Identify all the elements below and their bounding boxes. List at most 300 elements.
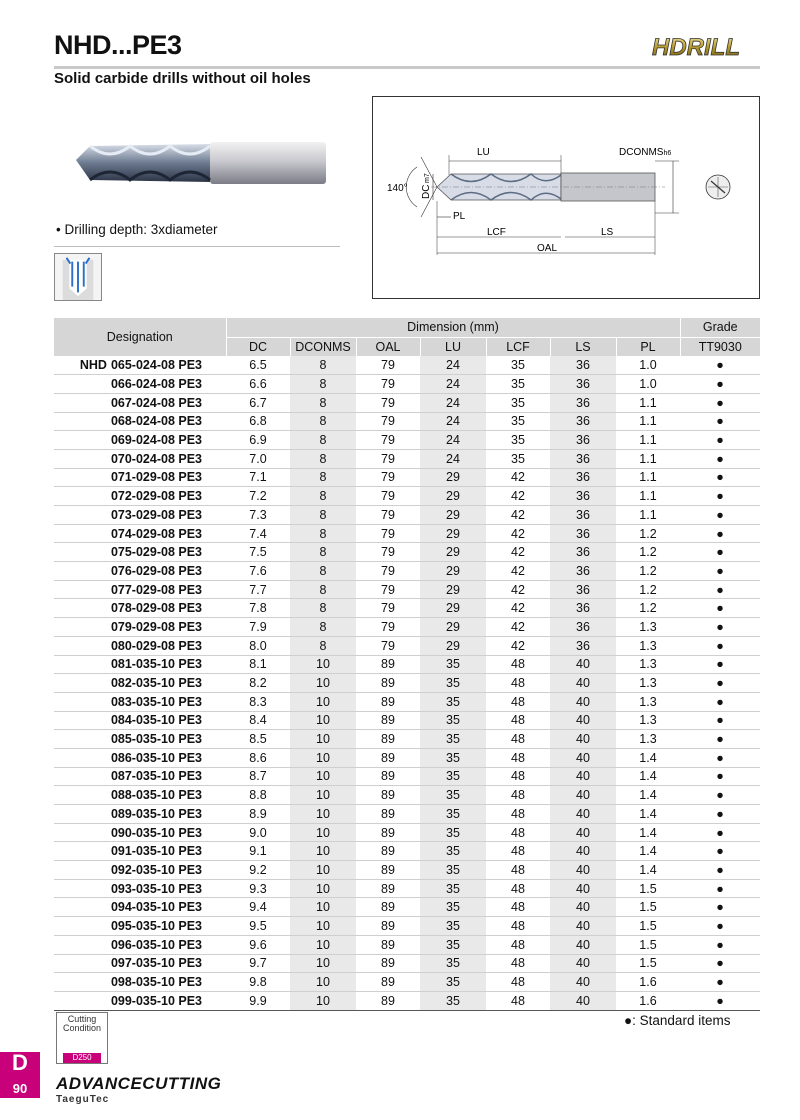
cell-grade: ● (680, 580, 760, 599)
cell-grade: ● (680, 562, 760, 581)
cell-lcf: 48 (486, 842, 550, 861)
designation-code: 099-035-10 PE3 (110, 993, 202, 1008)
cell-dc: 7.5 (226, 543, 290, 562)
cell-lu: 29 (420, 562, 486, 581)
cell-oal: 79 (356, 431, 420, 450)
designation-code: 090-035-10 PE3 (110, 825, 202, 840)
cell-pl: 1.0 (616, 356, 680, 375)
cell-dconms: 10 (290, 917, 356, 936)
cell-lu: 35 (420, 861, 486, 880)
cell-dconms: 10 (290, 711, 356, 730)
cell-lcf: 42 (486, 580, 550, 599)
cell-grade: ● (680, 711, 760, 730)
cell-lcf: 48 (486, 991, 550, 1010)
designation-code: 070-024-08 PE3 (110, 451, 202, 466)
table-row (54, 823, 760, 842)
cell-dc: 9.8 (226, 973, 290, 992)
pl-label: PL (453, 211, 466, 222)
cell-lu: 24 (420, 431, 486, 450)
cell-pl: 1.3 (616, 711, 680, 730)
cell-grade: ● (680, 524, 760, 543)
designation-code: 080-029-08 PE3 (110, 638, 202, 653)
cell-dconms: 8 (290, 375, 356, 394)
cutting-condition-code: D250 (63, 1053, 101, 1063)
cell-lcf: 42 (486, 543, 550, 562)
specification-rows (54, 356, 760, 1010)
cell-oal: 79 (356, 412, 420, 431)
cell-lu: 35 (420, 954, 486, 973)
cell-lu: 35 (420, 991, 486, 1010)
cell-dconms: 10 (290, 861, 356, 880)
designation-cell (54, 898, 226, 917)
cell-lu: 24 (420, 356, 486, 375)
cell-dconms: 10 (290, 786, 356, 805)
cell-lu: 35 (420, 898, 486, 917)
designation-cell (54, 935, 226, 954)
cell-pl: 1.6 (616, 991, 680, 1010)
cell-grade: ● (680, 879, 760, 898)
cell-oal: 89 (356, 748, 420, 767)
cell-lcf: 48 (486, 898, 550, 917)
cell-pl: 1.2 (616, 543, 680, 562)
cell-lu: 35 (420, 805, 486, 824)
table-row (54, 636, 760, 655)
cell-dconms: 10 (290, 879, 356, 898)
designation-code: 067-024-08 PE3 (110, 395, 202, 410)
designation-cell (54, 599, 226, 618)
cell-oal: 79 (356, 375, 420, 394)
designation-code: 075-029-08 PE3 (110, 545, 202, 560)
cell-grade: ● (680, 692, 760, 711)
cell-lcf: 48 (486, 935, 550, 954)
dimension-header: Dimension (mm) (226, 318, 680, 337)
table-row (54, 580, 760, 599)
cell-oal: 89 (356, 973, 420, 992)
cell-dconms: 8 (290, 468, 356, 487)
cell-lcf: 48 (486, 805, 550, 824)
cell-pl: 1.4 (616, 805, 680, 824)
cell-dconms: 8 (290, 636, 356, 655)
cell-grade: ● (680, 730, 760, 749)
cell-dc: 9.2 (226, 861, 290, 880)
cell-pl: 1.5 (616, 917, 680, 936)
cell-lu: 35 (420, 786, 486, 805)
table-row (54, 748, 760, 767)
cell-lu: 35 (420, 879, 486, 898)
cell-dconms: 10 (290, 954, 356, 973)
designation-cell (54, 580, 226, 599)
table-row (54, 954, 760, 973)
designation-cell (54, 487, 226, 506)
cell-oal: 79 (356, 393, 420, 412)
cell-pl: 1.3 (616, 730, 680, 749)
grade-header: Grade (680, 318, 760, 337)
standard-items-legend: ●: Standard items (624, 1013, 731, 1028)
cell-pl: 1.2 (616, 562, 680, 581)
cell-oal: 89 (356, 730, 420, 749)
cell-dc: 8.7 (226, 767, 290, 786)
col-oal: OAL (356, 337, 420, 356)
cell-grade: ● (680, 767, 760, 786)
cell-ls: 40 (550, 879, 616, 898)
cell-lcf: 42 (486, 599, 550, 618)
cell-dc: 9.3 (226, 879, 290, 898)
cell-oal: 79 (356, 580, 420, 599)
dc-label: DC (421, 184, 432, 199)
cell-pl: 1.6 (616, 973, 680, 992)
cell-oal: 89 (356, 954, 420, 973)
cell-dc: 7.0 (226, 449, 290, 468)
designation-code: 091-035-10 PE3 (110, 844, 202, 859)
cell-ls: 36 (550, 431, 616, 450)
cell-lu: 29 (420, 618, 486, 637)
designation-cell (54, 618, 226, 637)
col-grade-tt9030: TT9030 (680, 337, 760, 356)
specification-table (54, 318, 760, 1011)
cell-oal: 89 (356, 879, 420, 898)
table-row (54, 431, 760, 450)
cell-oal: 79 (356, 468, 420, 487)
cell-dconms: 10 (290, 842, 356, 861)
cell-grade: ● (680, 375, 760, 394)
cell-lcf: 42 (486, 524, 550, 543)
cell-lu: 29 (420, 543, 486, 562)
cell-lcf: 48 (486, 730, 550, 749)
cell-grade: ● (680, 543, 760, 562)
cell-pl: 1.5 (616, 898, 680, 917)
section-letter: D (12, 1050, 28, 1075)
designation-header: Designation (54, 318, 226, 356)
designation-code: 081-035-10 PE3 (110, 657, 202, 672)
designation-cell (54, 823, 226, 842)
designation-cell (54, 449, 226, 468)
cell-grade: ● (680, 786, 760, 805)
designation-code: 078-029-08 PE3 (110, 601, 202, 616)
angle-label: 140° (387, 183, 408, 194)
cell-grade: ● (680, 674, 760, 693)
cell-lu: 29 (420, 468, 486, 487)
cell-dconms: 8 (290, 599, 356, 618)
cell-oal: 89 (356, 711, 420, 730)
designation-code: 082-035-10 PE3 (110, 676, 202, 691)
designation-code: 092-035-10 PE3 (110, 862, 202, 877)
cell-pl: 1.2 (616, 524, 680, 543)
cell-ls: 40 (550, 730, 616, 749)
cell-lcf: 48 (486, 674, 550, 693)
table-row (54, 412, 760, 431)
cell-lu: 35 (420, 823, 486, 842)
col-dc: DC (226, 337, 290, 356)
cell-dconms: 8 (290, 543, 356, 562)
cell-grade: ● (680, 823, 760, 842)
cell-pl: 1.3 (616, 636, 680, 655)
cell-oal: 89 (356, 823, 420, 842)
cell-lu: 35 (420, 730, 486, 749)
designation-code: 069-024-08 PE3 (110, 433, 202, 448)
cell-dc: 7.3 (226, 506, 290, 525)
cell-ls: 40 (550, 655, 616, 674)
designation-code: 093-035-10 PE3 (110, 881, 202, 896)
cutting-condition-badge[interactable] (56, 1012, 108, 1064)
table-row (54, 562, 760, 581)
cell-lu: 35 (420, 842, 486, 861)
cell-lu: 35 (420, 748, 486, 767)
cell-ls: 40 (550, 991, 616, 1010)
cell-grade: ● (680, 636, 760, 655)
cell-pl: 1.0 (616, 375, 680, 394)
designation-cell (54, 412, 226, 431)
designation-cell (54, 954, 226, 973)
cell-dc: 6.9 (226, 431, 290, 450)
cell-lcf: 42 (486, 562, 550, 581)
cell-lu: 29 (420, 524, 486, 543)
cell-grade: ● (680, 748, 760, 767)
col-ls: LS (550, 337, 616, 356)
cell-oal: 89 (356, 805, 420, 824)
cell-pl: 1.4 (616, 786, 680, 805)
table-row (54, 375, 760, 394)
cell-dc: 8.1 (226, 655, 290, 674)
cell-oal: 89 (356, 935, 420, 954)
cell-grade: ● (680, 655, 760, 674)
page-number: 90 (12, 1081, 28, 1096)
cell-lcf: 42 (486, 487, 550, 506)
cell-lu: 29 (420, 487, 486, 506)
cell-dc: 6.6 (226, 375, 290, 394)
cell-dc: 8.2 (226, 674, 290, 693)
cell-lcf: 48 (486, 954, 550, 973)
cell-pl: 1.3 (616, 692, 680, 711)
cell-dc: 8.9 (226, 805, 290, 824)
designation-code: 087-035-10 PE3 (110, 769, 202, 784)
cell-grade: ● (680, 991, 760, 1010)
cell-ls: 40 (550, 805, 616, 824)
dconms-label: DCONMSh6 (619, 147, 672, 158)
designation-code: 097-035-10 PE3 (110, 956, 202, 971)
cell-lu: 35 (420, 973, 486, 992)
designation-code: 079-029-08 PE3 (110, 619, 202, 634)
brand-logo: ADVANCECUTTING (56, 1074, 222, 1093)
designation-code: 065-024-08 PE3 (110, 358, 202, 373)
cell-dc: 9.4 (226, 898, 290, 917)
designation-cell (54, 842, 226, 861)
cell-dconms: 8 (290, 412, 356, 431)
cell-oal: 89 (356, 655, 420, 674)
designation-code: 071-029-08 PE3 (110, 470, 202, 485)
cell-oal: 89 (356, 861, 420, 880)
cell-lcf: 42 (486, 636, 550, 655)
designation-cell (54, 879, 226, 898)
cell-dc: 9.0 (226, 823, 290, 842)
cell-grade: ● (680, 842, 760, 861)
cell-dconms: 8 (290, 506, 356, 525)
logo-text: HDRILL (652, 34, 740, 61)
cell-dc: 7.4 (226, 524, 290, 543)
cell-ls: 36 (550, 487, 616, 506)
cell-dconms: 8 (290, 618, 356, 637)
cell-dc: 7.1 (226, 468, 290, 487)
designation-code: 094-035-10 PE3 (110, 900, 202, 915)
cell-lcf: 42 (486, 506, 550, 525)
designation-cell (54, 917, 226, 936)
table-row (54, 935, 760, 954)
designation-cell (54, 636, 226, 655)
cell-lcf: 48 (486, 917, 550, 936)
cell-dc: 6.5 (226, 356, 290, 375)
cell-pl: 1.2 (616, 599, 680, 618)
cell-lcf: 48 (486, 879, 550, 898)
designation-code: 086-035-10 PE3 (110, 750, 202, 765)
cell-grade: ● (680, 954, 760, 973)
cell-lu: 24 (420, 393, 486, 412)
cell-dconms: 10 (290, 748, 356, 767)
cell-ls: 36 (550, 412, 616, 431)
table-row (54, 506, 760, 525)
cell-grade: ● (680, 898, 760, 917)
designation-cell (54, 431, 226, 450)
cell-dc: 9.1 (226, 842, 290, 861)
lcf-label: LCF (487, 227, 506, 238)
designation-prefix: NHD (79, 358, 107, 373)
cell-lcf: 35 (486, 431, 550, 450)
drilling-hole-icon (54, 253, 102, 301)
cell-ls: 36 (550, 524, 616, 543)
cell-grade: ● (680, 917, 760, 936)
cell-pl: 1.4 (616, 767, 680, 786)
cell-ls: 40 (550, 674, 616, 693)
cell-dc: 7.8 (226, 599, 290, 618)
cell-grade: ● (680, 506, 760, 525)
cell-oal: 79 (356, 524, 420, 543)
table-row (54, 618, 760, 637)
cell-oal: 79 (356, 506, 420, 525)
cell-pl: 1.1 (616, 412, 680, 431)
table-row (54, 692, 760, 711)
dc-tolerance: m7 (424, 173, 431, 183)
cell-ls: 40 (550, 692, 616, 711)
col-pl: PL (616, 337, 680, 356)
cell-lu: 29 (420, 636, 486, 655)
hdrill-logo (632, 30, 760, 62)
brand-sublogo: TaeguTec (56, 1094, 110, 1105)
cell-grade: ● (680, 805, 760, 824)
designation-cell (54, 692, 226, 711)
table-row (54, 674, 760, 693)
designation-code: 077-029-08 PE3 (110, 582, 202, 597)
cell-pl: 1.4 (616, 748, 680, 767)
cell-ls: 36 (550, 636, 616, 655)
cell-ls: 40 (550, 748, 616, 767)
cell-dconms: 10 (290, 823, 356, 842)
cell-grade: ● (680, 468, 760, 487)
designation-code: 076-029-08 PE3 (110, 563, 202, 578)
cell-lu: 35 (420, 655, 486, 674)
cell-ls: 36 (550, 562, 616, 581)
table-row (54, 487, 760, 506)
cell-pl: 1.5 (616, 879, 680, 898)
cell-dconms: 10 (290, 767, 356, 786)
cell-grade: ● (680, 973, 760, 992)
cell-ls: 40 (550, 954, 616, 973)
cell-ls: 40 (550, 935, 616, 954)
cell-ls: 36 (550, 393, 616, 412)
designation-cell (54, 524, 226, 543)
designation-code: 083-035-10 PE3 (110, 694, 202, 709)
table-row (54, 356, 760, 375)
cell-lu: 24 (420, 375, 486, 394)
cell-dc: 8.5 (226, 730, 290, 749)
cell-pl: 1.5 (616, 954, 680, 973)
cell-grade: ● (680, 412, 760, 431)
cell-lcf: 48 (486, 823, 550, 842)
cell-dc: 9.9 (226, 991, 290, 1010)
cell-dc: 7.6 (226, 562, 290, 581)
cell-ls: 40 (550, 917, 616, 936)
cell-ls: 40 (550, 861, 616, 880)
cell-ls: 40 (550, 973, 616, 992)
cell-dc: 8.8 (226, 786, 290, 805)
cell-grade: ● (680, 356, 760, 375)
cell-dc: 9.7 (226, 954, 290, 973)
cell-ls: 36 (550, 506, 616, 525)
cell-lcf: 48 (486, 655, 550, 674)
designation-code: 085-035-10 PE3 (110, 732, 202, 747)
designation-cell (54, 730, 226, 749)
cell-ls: 40 (550, 823, 616, 842)
table-row (54, 917, 760, 936)
cell-lcf: 35 (486, 375, 550, 394)
cell-pl: 1.3 (616, 618, 680, 637)
cell-ls: 36 (550, 468, 616, 487)
cell-dc: 8.3 (226, 692, 290, 711)
cell-dconms: 10 (290, 898, 356, 917)
designation-code: 088-035-10 PE3 (110, 788, 202, 803)
cell-dconms: 10 (290, 655, 356, 674)
drill-dimension-drawing (373, 97, 761, 300)
cell-pl: 1.2 (616, 580, 680, 599)
table-row (54, 879, 760, 898)
cell-grade: ● (680, 618, 760, 637)
cell-ls: 40 (550, 842, 616, 861)
col-dconms: DCONMS (290, 337, 356, 356)
cell-dconms: 10 (290, 991, 356, 1010)
cell-oal: 89 (356, 692, 420, 711)
designation-cell (54, 991, 226, 1010)
cell-pl: 1.1 (616, 449, 680, 468)
cell-pl: 1.5 (616, 935, 680, 954)
cell-dconms: 8 (290, 580, 356, 599)
cell-oal: 79 (356, 636, 420, 655)
cell-lu: 35 (420, 674, 486, 693)
cell-dconms: 10 (290, 805, 356, 824)
cell-oal: 79 (356, 562, 420, 581)
cell-dconms: 10 (290, 935, 356, 954)
cell-lcf: 48 (486, 973, 550, 992)
cell-pl: 1.3 (616, 674, 680, 693)
cell-lu: 35 (420, 711, 486, 730)
cell-pl: 1.1 (616, 468, 680, 487)
cell-lcf: 48 (486, 861, 550, 880)
cell-ls: 36 (550, 356, 616, 375)
cell-grade: ● (680, 449, 760, 468)
title-divider (54, 66, 760, 69)
cell-oal: 79 (356, 599, 420, 618)
table-row (54, 524, 760, 543)
cell-dconms: 10 (290, 730, 356, 749)
designation-cell (54, 543, 226, 562)
cell-dc: 8.0 (226, 636, 290, 655)
table-row (54, 468, 760, 487)
